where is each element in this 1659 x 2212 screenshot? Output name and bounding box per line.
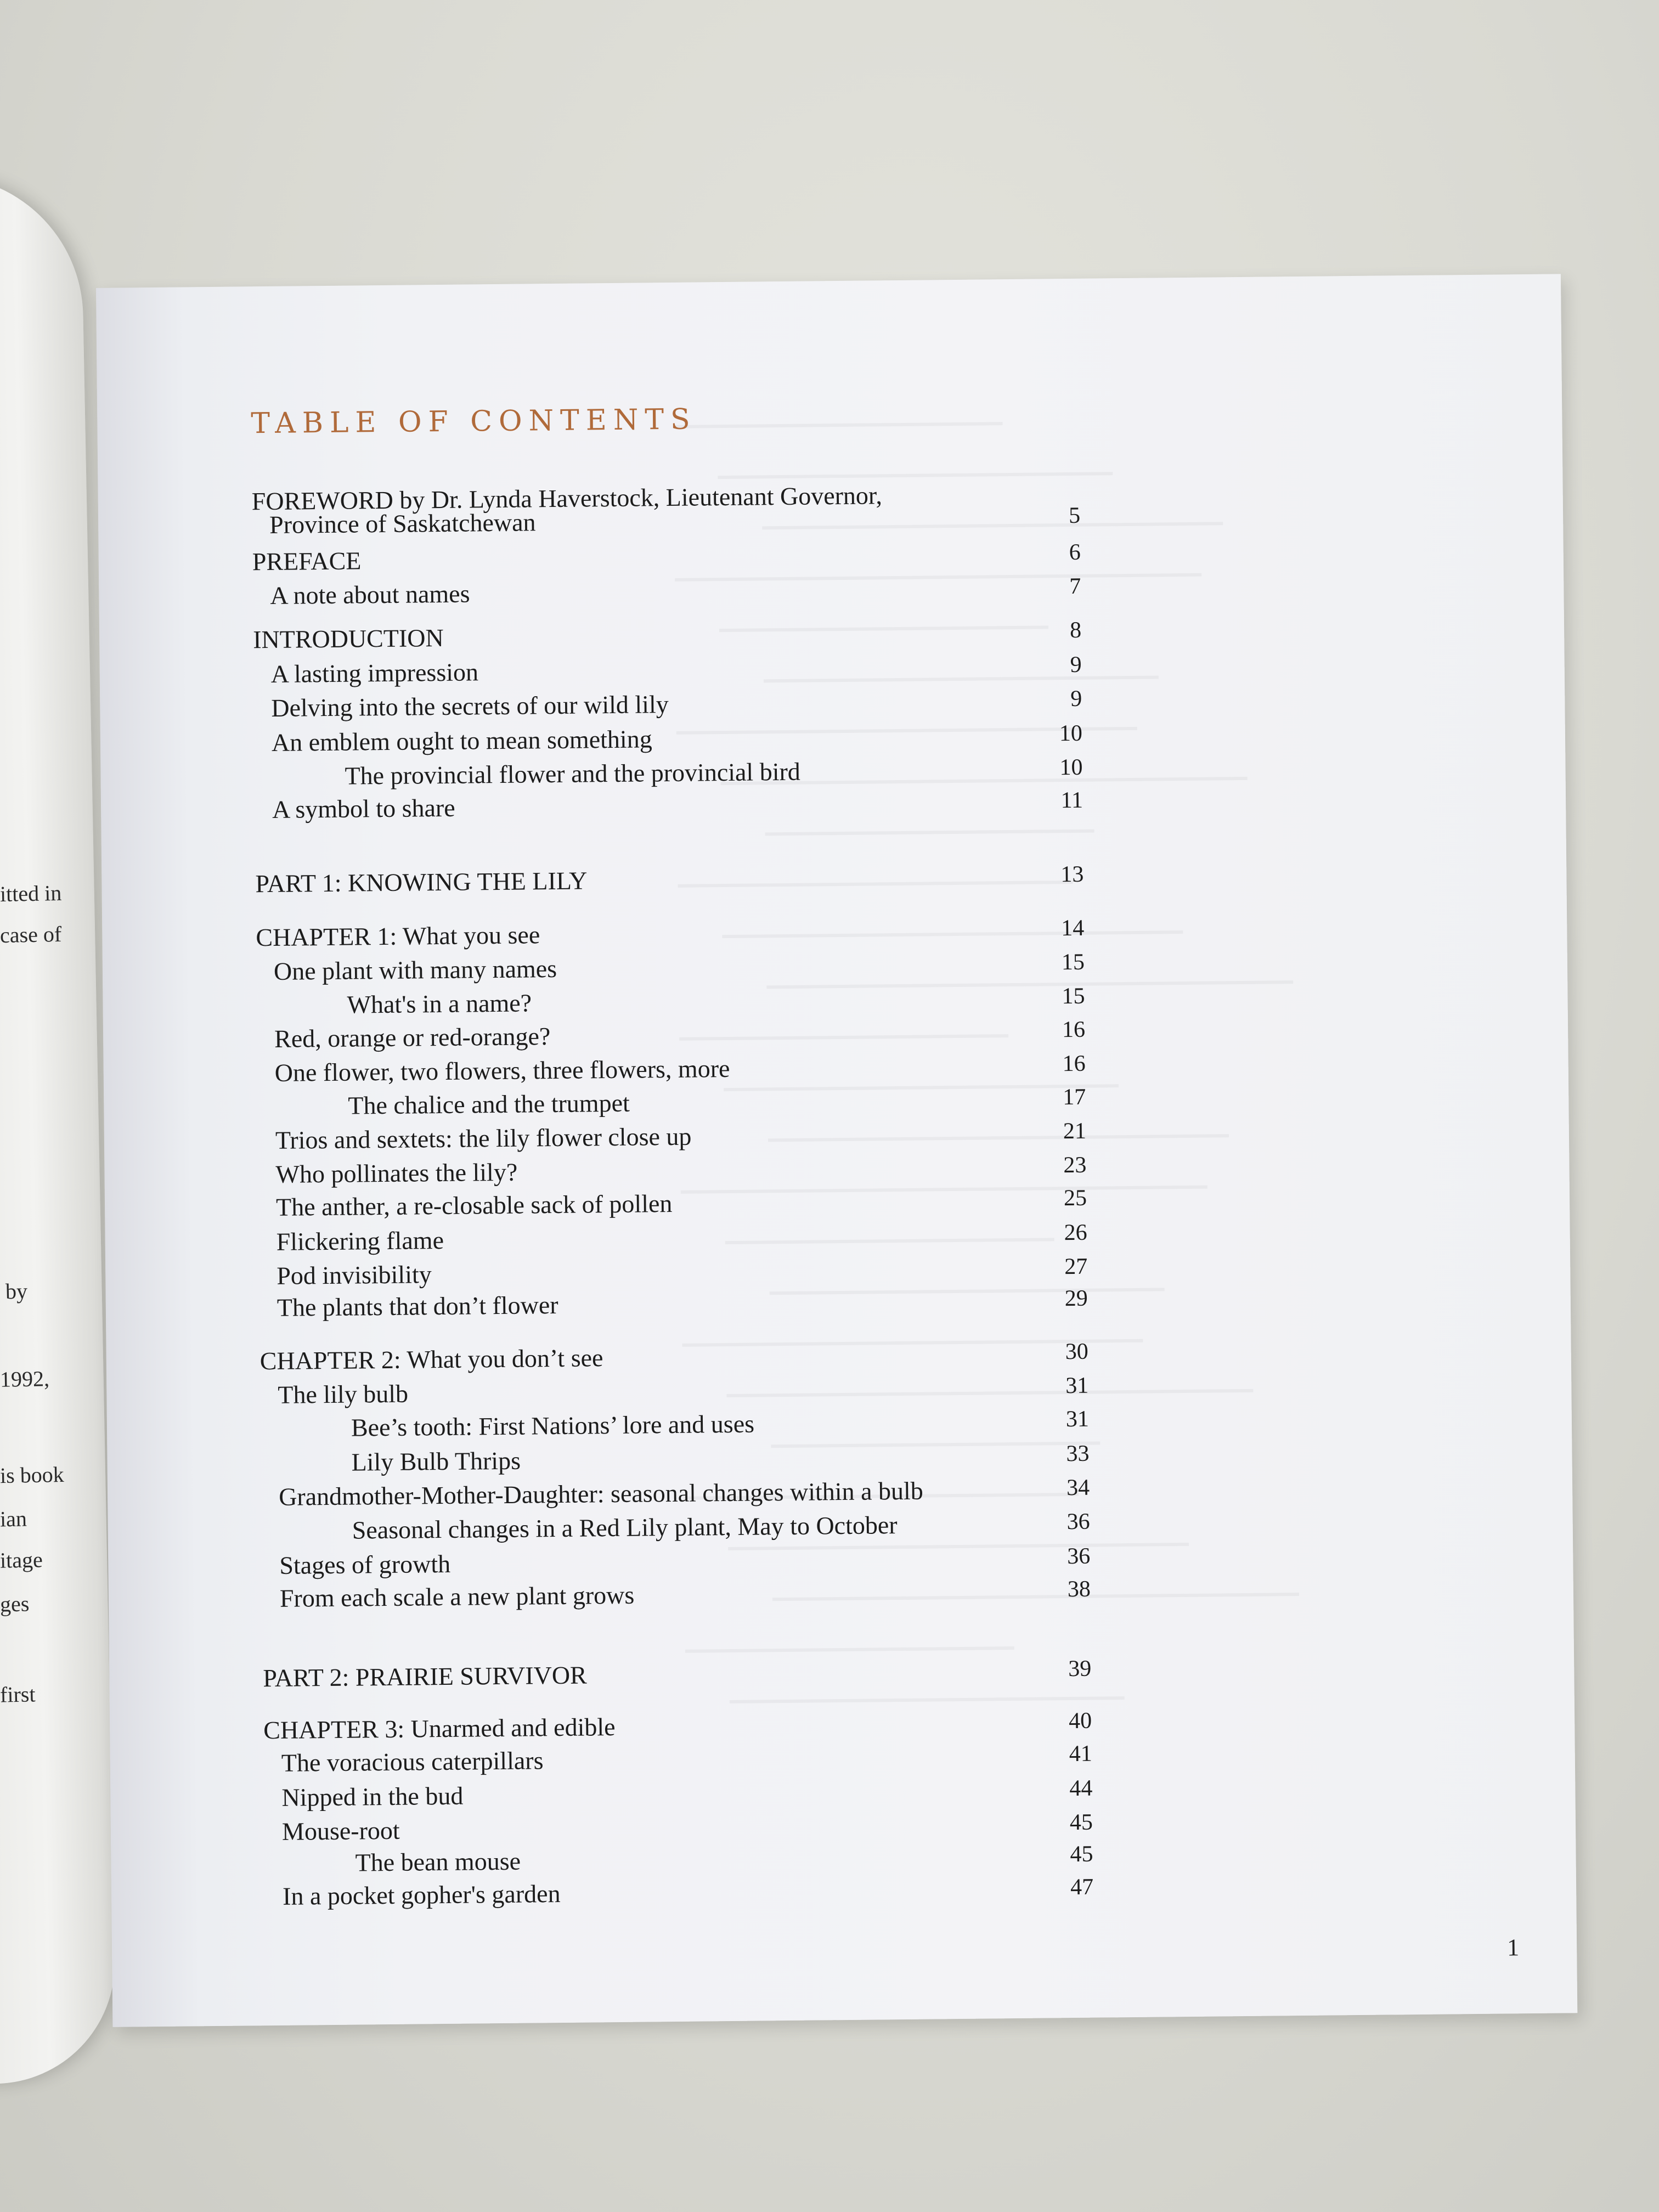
toc-entry-title: A lasting impression — [270, 658, 479, 688]
toc-entry-title: INTRODUCTION — [252, 623, 444, 654]
toc-entry-title: A symbol to share — [272, 793, 455, 823]
toc-entry-page: 47 — [1070, 1874, 1094, 1900]
toc-entry-title: The bean mouse — [355, 1847, 521, 1877]
toc-entry-title: One flower, two flowers, three flowers, more — [274, 1054, 730, 1087]
toc-entry — [101, 856, 1566, 901]
toc-entry-title: Province of Saskatchewan — [269, 508, 536, 539]
page-number: 1 — [1506, 1934, 1520, 1961]
toc-entry-title: Flickering flame — [276, 1226, 444, 1256]
toc-entry-title: Mouse-root — [281, 1816, 400, 1846]
toc-entry-page: 45 — [1070, 1841, 1093, 1867]
toc-entry-title: FOREWORD by Dr. Lynda Haverstock, Lieutenant Governor, — [251, 481, 883, 516]
toc-entry-page: 17 — [1063, 1084, 1086, 1110]
toc-entry-title: PART 2: PRAIRIE SURVIVOR — [263, 1661, 587, 1692]
toc-entry-page: 6 — [1069, 539, 1081, 565]
toc-entry-page: 40 — [1068, 1708, 1092, 1734]
right-page — [96, 274, 1577, 2027]
toc-entry-page: 16 — [1062, 1017, 1086, 1043]
toc-entry-page: 16 — [1062, 1051, 1086, 1077]
toc-entry-title: The anther, a re-closable sack of pollen — [275, 1189, 673, 1221]
toc-entry-title: Who pollinates the lily? — [275, 1158, 518, 1188]
toc-entry-title: The voracious caterpillars — [281, 1746, 544, 1777]
toc-entry-page: 7 — [1069, 573, 1081, 599]
show-through-line — [685, 1646, 1014, 1653]
toc-entry-page: 9 — [1070, 652, 1082, 678]
toc-entry-title: Nipped in the bud — [281, 1781, 464, 1812]
toc-entry-title: What's in a name? — [347, 989, 532, 1019]
toc-entry-page: 15 — [1061, 949, 1085, 975]
left-page-fragment: itted in — [0, 880, 62, 907]
left-page-fragment: ges — [0, 1591, 30, 1617]
toc-entry-page: 33 — [1066, 1441, 1090, 1467]
left-page-fragment: 1992, — [0, 1366, 50, 1392]
toc-entry-title: CHAPTER 3: Unarmed and edible — [263, 1713, 616, 1745]
toc-entry-title: Stages of growth — [279, 1549, 451, 1579]
toc-entry-page: 44 — [1069, 1775, 1093, 1802]
show-through-line — [730, 1696, 1125, 1703]
toc-entry-title: The chalice and the trumpet — [348, 1088, 630, 1120]
toc-entry-page: 9 — [1070, 686, 1082, 712]
toc-entry-page: 10 — [1059, 720, 1083, 747]
toc-entry-title: Lily Bulb Thrips — [351, 1446, 521, 1476]
toc-entry-title: An emblem ought to mean something — [271, 725, 652, 757]
toc-entry-title: From each scale a new plant grows — [279, 1581, 635, 1612]
toc-entry-page: 14 — [1061, 915, 1085, 941]
toc-entry-page: 21 — [1063, 1118, 1087, 1144]
toc-entry-title: PREFACE — [252, 546, 362, 576]
toc-entry-page: 36 — [1066, 1509, 1090, 1535]
left-page-fragment: ian — [0, 1506, 27, 1532]
toc-entry-page: 26 — [1064, 1220, 1087, 1246]
toc-entry-page: 11 — [1060, 787, 1084, 814]
toc-entry-title: Pod invisibility — [276, 1260, 432, 1290]
left-page-fragment: by — [5, 1278, 28, 1304]
toc-entry-title: Seasonal changes in a Red Lily plant, May to October — [352, 1511, 898, 1544]
toc-entry-title: CHAPTER 2: What you don’t see — [259, 1344, 603, 1375]
toc-entry-title: CHAPTER 1: What you see — [256, 921, 540, 952]
toc-entry-page: 31 — [1065, 1406, 1090, 1432]
toc-entry-page: 13 — [1060, 861, 1084, 888]
toc-entry-title: The lily bulb — [278, 1379, 409, 1409]
toc-entry-title: Grandmother-Mother-Daughter: seasonal changes within a bulb — [278, 1476, 923, 1511]
toc-entry-page: 45 — [1069, 1809, 1093, 1836]
show-through-line — [765, 830, 1094, 836]
toc-entry-page: 34 — [1066, 1475, 1090, 1501]
toc-entry-title: Delving into the secrets of our wild lily — [271, 690, 669, 722]
toc-entry-title: Bee’s tooth: First Nations’ lore and uses — [351, 1409, 755, 1442]
toc-entry — [109, 1651, 1574, 1696]
show-through-line — [718, 472, 1113, 479]
show-through-line — [673, 422, 1002, 428]
toc-entry-title: One plant with many names — [273, 954, 557, 985]
toc-entry-title: PART 1: KNOWING THE LILY — [255, 866, 588, 898]
toc-entry-title: A note about names — [270, 579, 470, 610]
left-page-fragment: itage — [0, 1547, 43, 1573]
toc-entry-page: 29 — [1064, 1285, 1088, 1312]
toc-entry-page: 8 — [1069, 617, 1082, 643]
left-page-fragment: is book — [0, 1462, 65, 1488]
toc-heading: TABLE OF CONTENTS — [251, 403, 697, 441]
toc-entry-title: Red, orange or red-orange? — [274, 1022, 551, 1053]
toc-entry-title: In a pocket gopher's garden — [282, 1880, 561, 1910]
left-page-fragment: first — [0, 1681, 36, 1707]
toc-entry-page: 23 — [1063, 1152, 1087, 1178]
toc-entry-page: 38 — [1067, 1576, 1091, 1602]
left-page-fragment: case of — [0, 921, 62, 948]
toc-entry-page: 30 — [1065, 1339, 1088, 1365]
toc-entry-title: Trios and sextets: the lily flower close up — [275, 1122, 692, 1154]
toc-entry-page: 36 — [1067, 1543, 1091, 1570]
toc-entry-page: 10 — [1059, 754, 1083, 781]
toc-entry-page: 15 — [1062, 983, 1085, 1009]
toc-entry-title: The plants that don’t flower — [276, 1290, 558, 1322]
toc-entry-page: 41 — [1069, 1741, 1092, 1767]
toc-entry-page: 27 — [1064, 1254, 1088, 1280]
toc-entry-page: 5 — [1068, 503, 1081, 528]
toc-entry-page: 25 — [1063, 1185, 1087, 1211]
toc-entry-title: The provincial flower and the provincial bird — [345, 757, 801, 790]
toc-entry-page: 39 — [1068, 1656, 1092, 1682]
toc-entry-page: 31 — [1065, 1373, 1089, 1399]
